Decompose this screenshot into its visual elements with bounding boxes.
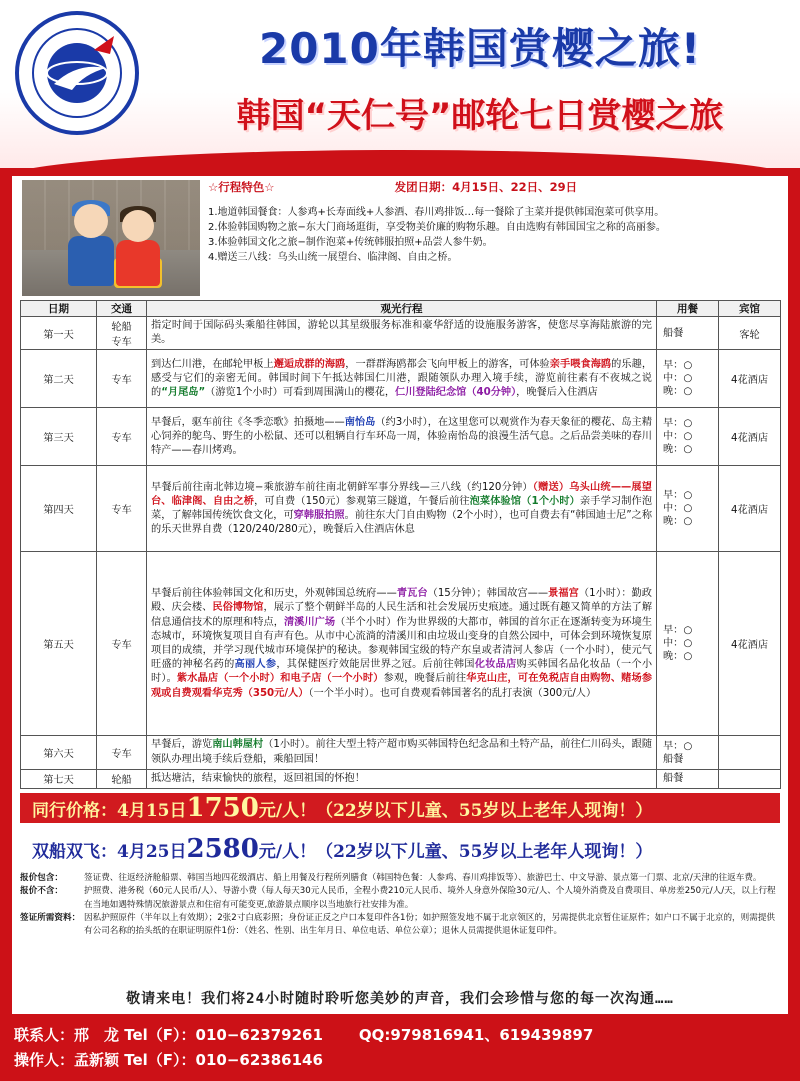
cell-hotel [719,736,781,769]
highlight-text: 华克山庄，可在免税店自由购物、赌场参观或自费观看华克秀（350元/人） [151,673,653,699]
note-label: 报价包含： [20,873,63,883]
cell-hotel: 4花酒店 [719,408,781,466]
cell-day: 第七天 [21,769,97,788]
cell-itinerary [147,466,657,552]
itinerary-text: ，晚餐后入住酒店 [516,387,598,398]
itinerary-text: （15分钟）；韩国故宫—— [427,588,549,600]
cell-transport: 专车 [97,736,147,769]
cell-meals: 早：○ 中：○ 晚：○ [657,350,719,408]
itinerary-panel [12,176,788,1014]
cell-day: 第一天 [21,317,97,350]
itinerary-text: （1小时）：勤政殿、庆会楼、 [151,588,652,614]
contact-person: 联系人：邢 龙 Tel（F）：010−62379261 [14,1026,323,1044]
table-row [21,736,781,769]
table-row [21,466,781,552]
cell-itinerary: 抵达塘沽，结束愉快的旅程，返回祖国的怀抱！ [147,769,657,788]
peer-price-banner [20,793,780,823]
contact-line-2 [14,1049,794,1070]
operator-person: 操作人：孟新颖 Tel（F）：010−62386146 [14,1051,323,1069]
cell-meals: 船餐 [657,769,719,788]
cell-hotel: 4花酒店 [719,466,781,552]
cell-day: 第二天 [21,350,97,408]
itinerary-text: ，可自费（150元）参观第三隧道，午餐后前往 [254,495,470,507]
itinerary-text: （约3小时），在这里您可以观赏作为春天象征的樱花、岛主精心饲养的鸵鸟、野生的小松鼠、还可以租辆自行车环岛一周，体验南怡岛的浪漫生活气息。之后品尝美味的春川特产——春川烤鸡。 [151,416,653,456]
double-cruise-price [20,832,780,866]
highlight-text: 清溪川广场 [283,616,336,628]
cell-transport: 专车 [97,350,147,408]
highlight-text: 青瓦台 [396,588,428,600]
price1-amount: 1750 [186,793,259,823]
itinerary-text: 早餐后前往体验韩国文化和历史，外观韩国总统府—— [151,588,397,600]
cell-meals: 早：○ 中：○ 晚：○ [657,466,719,552]
itinerary-text: （一个半小时）。也可自费观看韩国著名的乱打表演（300元/人） [308,687,597,699]
itinerary-text: 亲手学习制作泡菜，了解韩国传统饮食文化，可 [151,495,653,521]
highlight-text: 景福宫 [548,588,579,600]
note-row [20,885,780,912]
cell-day: 第三天 [21,408,97,466]
highlight-text: 邂逅成群的海鸥 [273,358,346,370]
itinerary-text: 早餐后前往南北韩边境−乘旅游车前往南北朝鲜军事分界线—三八线（约120分钟） [151,481,533,493]
cell-itinerary [147,552,657,736]
cell-meals: 早：○ 船餐 [657,736,719,769]
travel-agency-logo [14,10,140,136]
feature-item: 1.地道韩国餐食：人参鸡+长寿面线+人参酒、春川鸡排饭…每一餐除了主菜并提供韩国泡菜可供享用。 [208,207,665,218]
highlight-text: 泡菜体验馆（1个小时） [469,495,580,507]
itinerary-text: 的乐趣，感受与它们的亲密无间。韩国时间下午抵达韩国仁川港，跟随领队办理入境手续，游览前往素有不夜城之说的 [151,358,653,398]
page-subtitle: 韩国“天仁号”邮轮七日赏樱之旅 [236,96,724,136]
price-notes [20,872,780,938]
feature-item: 2.体验韩国购物之旅−东大门商场逛街，享受物美价廉的购物乐趣。自由选购有韩国国宝之称的高丽参。 [208,222,666,233]
header-wave [0,150,800,168]
itinerary-text: （1小时）。前往大型土特产超市购买韩国特色纪念品和土特产品，前往仁川码头，跟随领队办理出境手续后登船，乘船回国！ [151,739,653,765]
feature-item: 4.赠送三八线：乌头山统一展望台、临津阁、自由之桥。 [208,252,458,263]
note-row [20,912,780,939]
itinerary-text: 购买韩国名品化妆品（一个小时）。 [151,659,653,685]
price1-prefix: 同行价格：4月15日 [32,800,187,821]
itinerary-text: 早餐后，游览 [151,739,213,751]
features-label: ☆行程特色☆ [208,180,275,194]
itinerary-text: ，一群群海鸥都会飞向甲板上的游客，可体验 [345,358,550,370]
note-text: 因私护照原件（半年以上有效期）；2张2寸白底彩照；身份证正反之户口本复印件各1份；如护照签发地不属于北京领区的，另需提供北京暂住证原件；如户口不属于北京的，则需提供有公司名称的抬头纸的在职证明原件1份：（姓名、性别、出生年月日、单位电话、单位公章）；退休人员需提供退休证复印件。 [84,912,776,937]
itinerary-text: 参观，晚餐后前往 [383,673,467,685]
price1-suffix: 元/人！（22岁以下儿童、55岁以上老年人现询！） [258,800,653,821]
highlight-text: 南怡岛 [344,416,376,428]
cell-day: 第六天 [21,736,97,769]
highlight-text: 穿韩服拍照 [293,509,345,521]
header-hotel: 宾馆 [719,301,781,317]
table-row [21,552,781,736]
table-row [21,408,781,466]
departure-dates: 发团日期：4月15日、22日、29日 [394,180,578,194]
cell-transport: 轮船 [97,769,147,788]
note-row [20,872,780,885]
korean-dolls-photo [22,180,200,296]
feature-item: 3.体验韩国文化之旅−制作泡菜+传统韩服拍照+品尝人参牛奶。 [208,237,493,248]
header-sightseeing: 观光行程 [147,301,657,317]
contact-line-1 [14,1024,794,1045]
cell-itinerary [147,736,657,769]
highlight-text: 南山韩屋村 [212,739,264,751]
cell-itinerary: 指定时间于国际码头乘船往韩国，游轮以其星级服务标准和豪华舒适的设施服务游客，使您尽享海陆旅游的完美。 [147,317,657,350]
itinerary-text: 到达仁川港，在邮轮甲板上 [151,358,274,370]
cell-transport: 专车 [97,466,147,552]
itinerary-text: 。前往东大门自由购物（2个小时），也可自费去有“韩国迪士尼”之称的乐天世界自费（120/240/280元），晚餐后入住酒店休息 [151,509,653,536]
note-text: 护照费、港务税（60元人民币/人）、导游小费（每人每天30元人民币，全程小费210元人民币、境外人身意外保险30元/人、个人境外消费及自费项目、单房差250元/人/天，以上行程在当地如遇特殊情况旅游景点和住宿有可能变更,旅游景点顺序以当地旅行社安排为准。 [84,886,776,910]
page-title: 2010年韩国赏樱之旅! [258,24,702,73]
table-header-row [21,301,781,317]
table-row [21,317,781,350]
cell-itinerary [147,350,657,408]
cell-meals: 早：○ 中：○ 晚：○ [657,408,719,466]
header-banner [0,0,800,168]
highlight-text: 高丽人参 [234,659,277,671]
price2-suffix: 元/人！（22岁以下儿童、55岁以上老年人现询！） [258,841,653,862]
itinerary-text: （半个小时）作为世界级的大都市，韩国的首尔正在逐渐转变为环境生态城市，环境恢复项目自有声有色。从市中心流淌的清溪川和由垃圾山变身的自然公园中，可体会到环境恢复原项目的成绩，并学习现代城市环境保护的秘诀。参观韩国宝级的特产东皇或者清河人参店（一个小时），使元气旺盛的神秘名药的 [151,616,653,671]
slogan: 敬请来电！我们将24小时随时聆听您美妙的声音，我们会珍惜与您的每一次沟通…… [126,991,674,1007]
itinerary-text: （游览1个小时）可看到周围满山的樱花， [205,387,396,398]
cell-day: 第四天 [21,466,97,552]
price2-amount: 2580 [186,834,259,864]
itinerary-text: ，其保健医疗效能居世界之冠。后前往韩国 [276,659,475,671]
cell-transport: 轮船 专车 [97,317,147,350]
tour-features [208,180,784,265]
highlight-text: （赠送）乌头山统——展望台、临津阁、自由之桥 [151,481,652,507]
highlight-text: 化妆品店 [474,659,517,671]
highlight-text: 亲手喂食海鸥 [549,358,612,370]
cell-itinerary [147,408,657,466]
header-date: 日期 [21,301,97,317]
highlight-text: 紫水晶店（一个小时）和电子店（一个小时） [176,673,384,685]
table-row [21,769,781,788]
cell-hotel: 4花酒店 [719,552,781,736]
highlight-text: 仁川登陆纪念馆（40分钟） [395,387,517,398]
table-row [21,350,781,408]
header-transport: 交通 [97,301,147,317]
note-label: 报价不含： [20,886,63,897]
cell-day: 第五天 [21,552,97,736]
cell-meals: 船餐 [657,317,719,350]
cell-hotel: 客轮 [719,317,781,350]
note-label: 签证所需资料： [20,912,81,923]
cell-transport: 专车 [97,552,147,736]
itinerary-text: ，展示了整个朝鲜半岛的人民生活和社会发展历史痕迹。通过既有趣又简单的方法了解信息通信技术的原理和特点， [151,602,653,628]
cell-meals: 早：○ 中：○ 晚：○ [657,552,719,736]
cell-hotel: 4花酒店 [719,350,781,408]
itinerary-table [20,300,781,789]
header-meals: 用餐 [657,301,719,317]
price2-prefix: 双船双飞：4月25日 [32,841,187,862]
note-text: 签证费、往返经济舱船票、韩国当地四花级酒店、船上用餐及行程所列膳食（韩国特色餐：人参鸡、春川鸡排饭等）、旅游巴士、中文导游、景点第一门票、北京/天津的往返车费。 [84,873,762,883]
cell-transport: 专车 [97,408,147,466]
highlight-text: “月尾岛” [161,387,206,398]
itinerary-text: 早餐后，驱车前往《冬季恋歌》拍摄地—— [151,416,345,428]
cell-hotel [719,769,781,788]
contact-qq: QQ:979816941、619439897 [358,1026,594,1044]
highlight-text: 民俗博物馆 [212,602,264,614]
